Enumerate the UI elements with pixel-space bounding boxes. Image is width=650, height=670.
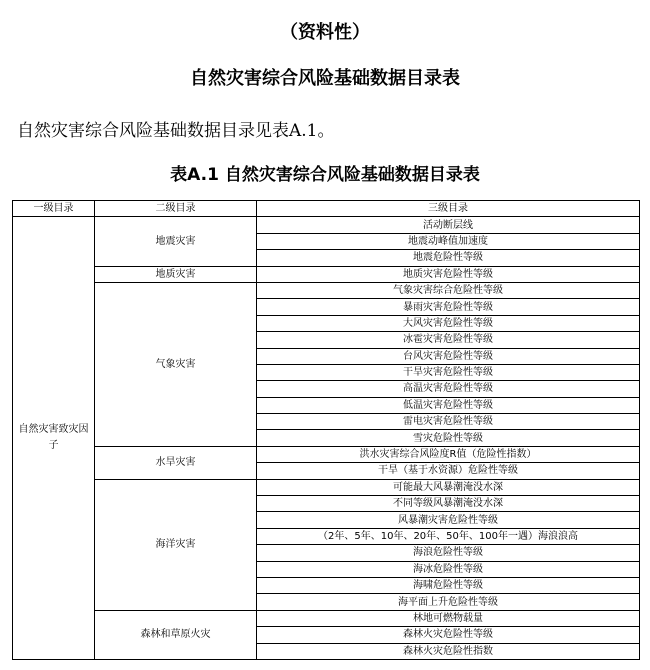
header-level2: 二级目录 [95, 201, 257, 217]
level2-cell: 森林和草原火灾 [95, 610, 257, 659]
level3-cell: 海啸危险性等级 [257, 577, 640, 593]
catalog-body [13, 217, 640, 660]
header-level1: 一级目录 [13, 201, 95, 217]
level3-cell: 海平面上升危险性等级 [257, 594, 640, 610]
level2-cell: 气象灾害 [95, 282, 257, 446]
level3-cell: 森林火灾危险性等级 [257, 627, 640, 643]
level3-cell: 干旱灾害危险性等级 [257, 364, 640, 380]
level3-cell: 海浪危险性等级 [257, 545, 640, 561]
level3-cell: 地质灾害危险性等级 [257, 266, 640, 282]
table-header-row [13, 201, 640, 217]
table-row [13, 282, 640, 298]
level3-cell: 大风灾害危险性等级 [257, 315, 640, 331]
level3-cell: 冰雹灾害危险性等级 [257, 332, 640, 348]
level2-cell: 水旱灾害 [95, 446, 257, 479]
level3-cell: 干旱（基于水资源）危险性等级 [257, 463, 640, 479]
level3-cell: 低温灾害危险性等级 [257, 397, 640, 413]
level3-cell: 雷电灾害危险性等级 [257, 414, 640, 430]
level3-cell: 台风灾害危险性等级 [257, 348, 640, 364]
level2-cell: 地质灾害 [95, 266, 257, 282]
catalog-table [12, 200, 640, 660]
table-row [13, 479, 640, 495]
level3-cell: 洪水灾害综合风险度R值（危险性指数） [257, 446, 640, 462]
level1-cell: 自然灾害致灾因子 [13, 217, 95, 660]
level3-cell: 可能最大风暴潮淹没水深 [257, 479, 640, 495]
level3-cell: 活动断层线 [257, 217, 640, 233]
level3-cell: 森林火灾危险性指数 [257, 643, 640, 659]
level3-cell: 风暴潮灾害危险性等级 [257, 512, 640, 528]
intro-paragraph: 自然灾害综合风险基础数据目录见表A.1。 [17, 121, 335, 141]
table-row [13, 610, 640, 626]
table-row [13, 446, 640, 462]
level3-cell: （2年、5年、10年、20年、50年、100年一遇）海浪浪高 [257, 528, 640, 544]
level3-cell: 暴雨灾害危险性等级 [257, 299, 640, 315]
table-row [13, 266, 640, 282]
level3-cell: 高温灾害危险性等级 [257, 381, 640, 397]
level2-cell: 地震灾害 [95, 217, 257, 266]
level3-cell: 气象灾害综合危险性等级 [257, 282, 640, 298]
level3-cell: 地震动峰值加速度 [257, 233, 640, 249]
table-row [13, 217, 640, 233]
level3-cell: 不同等级风暴潮淹没水深 [257, 496, 640, 512]
level3-cell: 海冰危险性等级 [257, 561, 640, 577]
header-level3: 三级目录 [257, 201, 640, 217]
level3-cell: 地震危险性等级 [257, 250, 640, 266]
annex-label: （资料性） [280, 22, 370, 43]
level3-cell: 雪灾危险性等级 [257, 430, 640, 446]
level2-cell: 海洋灾害 [95, 479, 257, 610]
level3-cell: 林地可燃物载量 [257, 610, 640, 626]
annex-title: 自然灾害综合风险基础数据目录表 [190, 68, 460, 89]
table-caption: 表A.1 自然灾害综合风险基础数据目录表 [170, 165, 480, 185]
